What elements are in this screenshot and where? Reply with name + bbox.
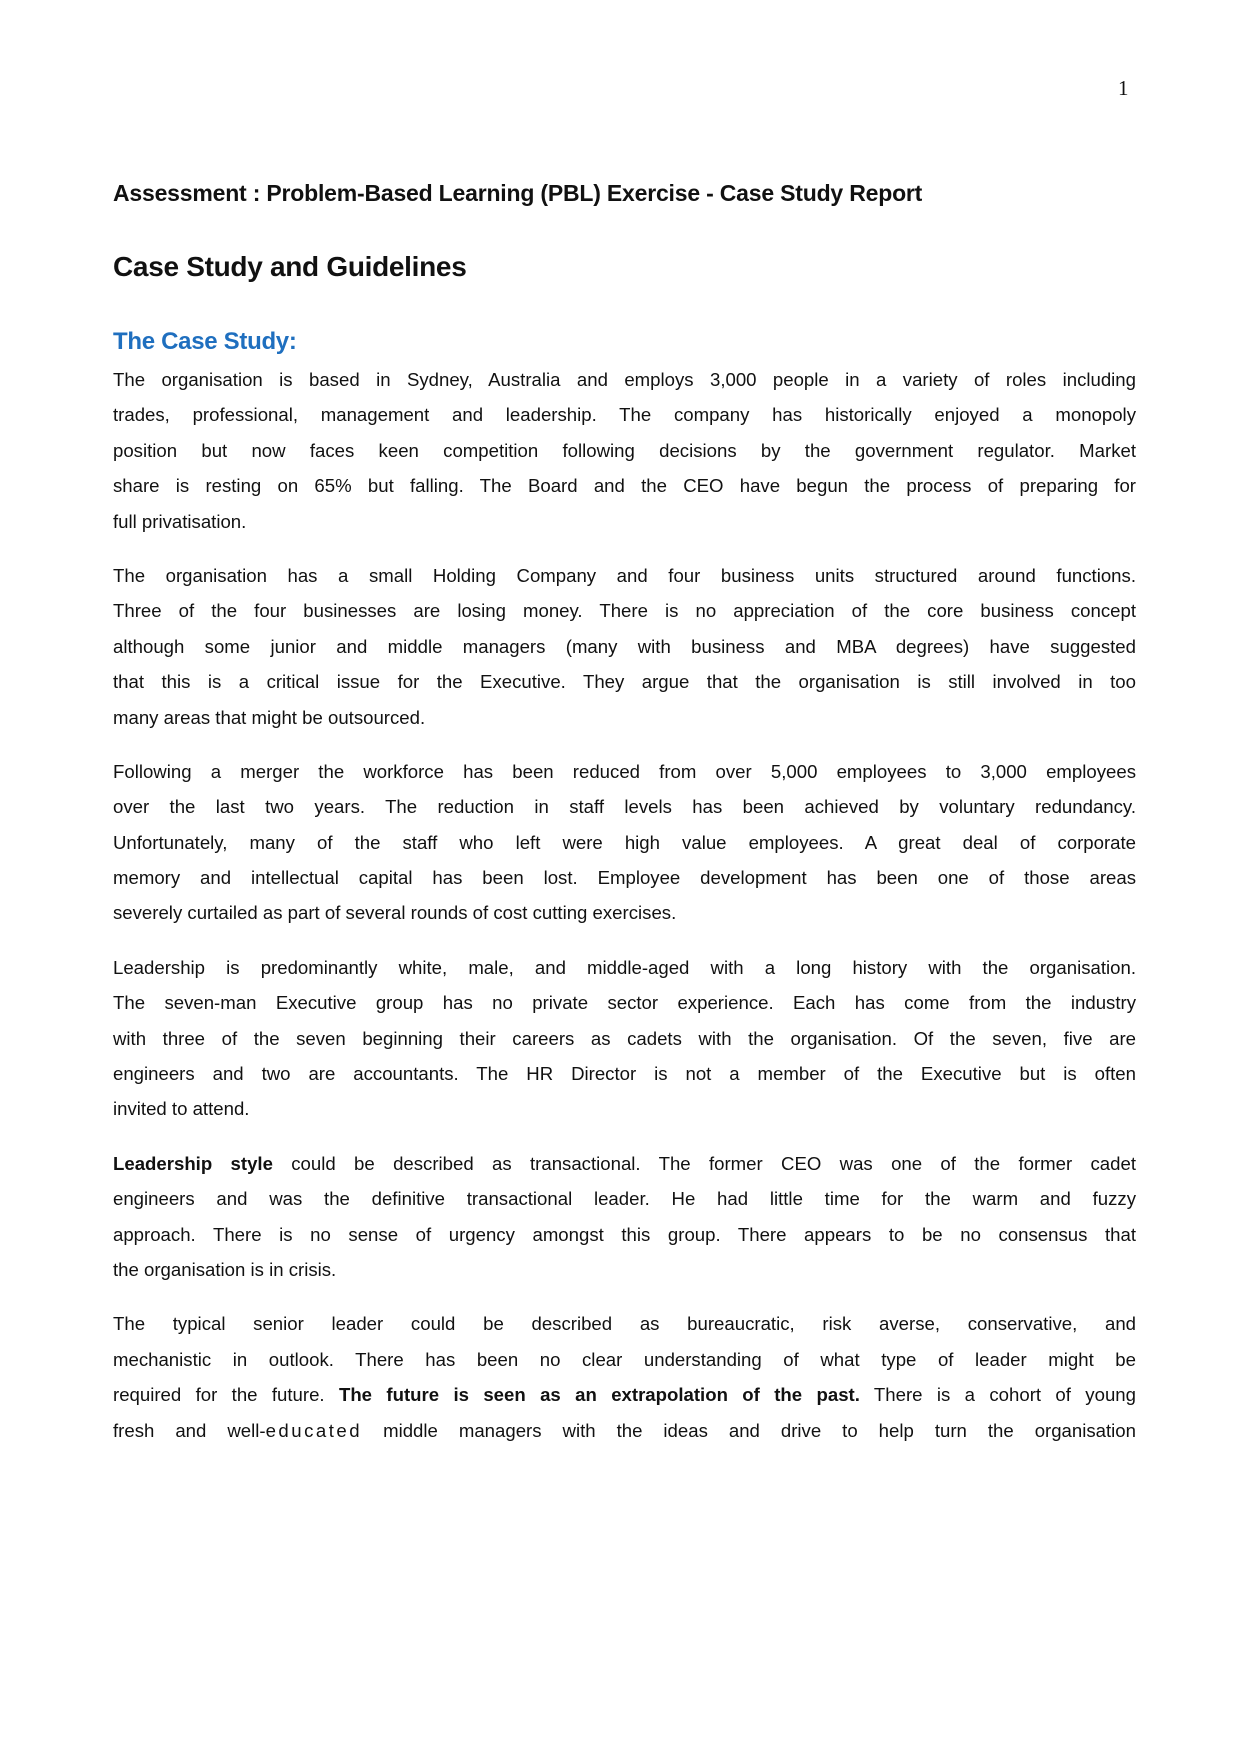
paragraph: [113, 754, 1136, 931]
text-line: [113, 1342, 1136, 1377]
text-segment: The seven-man Executive group has no private sector experience. Each has come from the industry: [113, 992, 1136, 1014]
text-segment: full privatisation.: [113, 510, 247, 532]
text-segment: invited to attend.: [113, 1098, 250, 1120]
text-segment: educated: [265, 1419, 363, 1441]
bold-text: Leadership style: [113, 1152, 273, 1174]
paragraph: [113, 950, 1136, 1127]
text-segment: Following a merger the workforce has been reduced from over 5,000 employees to 3,000 employees: [113, 760, 1136, 782]
text-line: [113, 1146, 1136, 1181]
text-segment: many areas that might be outsourced.: [113, 706, 426, 728]
page-number: 1: [1118, 76, 1129, 100]
text-segment: The organisation has a small Holding Company and four business units structured around functions.: [113, 564, 1136, 586]
text-segment: required for the future.: [113, 1384, 339, 1406]
text-segment: over the last two years. The reduction in staff levels has been achieved by voluntary redundancy.: [113, 796, 1136, 818]
text-line: [113, 985, 1136, 1020]
text-line: [113, 789, 1136, 824]
document-title: Assessment : Problem-Based Learning (PBL) Exercise - Case Study Report: [113, 180, 923, 206]
text-segment: position but now faces keen competition following decisions by the government regulator. Market: [113, 439, 1136, 461]
paragraph: [113, 1146, 1136, 1288]
text-line: [113, 397, 1136, 432]
paragraph: [113, 362, 1136, 539]
text-segment: with three of the seven beginning their careers as cadets with the organisation. Of the seven, five are: [113, 1027, 1136, 1049]
paragraph: [113, 1306, 1136, 1448]
text-segment: severely curtailed as part of several rounds of cost cutting exercises.: [113, 902, 677, 924]
text-segment: fresh and well-: [113, 1419, 266, 1441]
text-line: [113, 860, 1136, 895]
text-line: [113, 558, 1136, 593]
text-line: [113, 1181, 1136, 1216]
text-segment: engineers and two are accountants. The HR Director is not a member of the Executive but is often: [113, 1063, 1136, 1085]
text-segment: Three of the four businesses are losing money. There is no appreciation of the core business concept: [113, 600, 1136, 622]
text-segment: approach. There is no sense of urgency amongst this group. There appears to be no consensus that: [113, 1223, 1136, 1245]
text-segment: The organisation is based in Sydney, Australia and employs 3,000 people in a variety of roles including: [113, 369, 1136, 390]
text-line: [113, 629, 1136, 664]
text-segment: engineers and was the definitive transactional leader. He had little time for the warm and fuzzy: [113, 1188, 1136, 1210]
text-segment: the organisation is in crisis.: [113, 1258, 337, 1280]
text-line: [113, 664, 1136, 699]
text-line: [113, 593, 1136, 628]
text-segment: Unfortunately, many of the staff who left were high value employees. A great deal of corporate: [113, 831, 1136, 853]
paragraph: [113, 558, 1136, 735]
text-line: [113, 468, 1136, 503]
text-line: [113, 700, 1136, 735]
text-segment: share is resting on 65% but falling. The Board and the CEO have begun the process of preparing for: [113, 475, 1136, 497]
text-line: [113, 1217, 1136, 1252]
text-segment: There is a cohort of young: [859, 1384, 1136, 1406]
text-line: [113, 1056, 1136, 1091]
text-line: [113, 1252, 1136, 1287]
text-line: [113, 950, 1136, 985]
text-line: [113, 754, 1136, 789]
text-segment: mechanistic in outlook. There has been no clear understanding of what type of leader might be: [113, 1348, 1136, 1370]
case-study-body: [113, 362, 1136, 1467]
bold-text: The future is seen as an extrapolation of the past.: [338, 1384, 860, 1406]
text-line: [113, 362, 1136, 397]
text-line: [113, 825, 1136, 860]
text-line: [113, 895, 1136, 930]
text-line: [113, 1021, 1136, 1056]
section-heading: Case Study and Guidelines: [113, 251, 467, 282]
text-segment: although some junior and middle managers (many with business and MBA degrees) have suggested: [113, 635, 1136, 657]
text-segment: memory and intellectual capital has been lost. Employee development has been one of those areas: [113, 867, 1136, 889]
text-line: [113, 504, 1136, 539]
text-segment: that this is a critical issue for the Executive. They argue that the organisation is still involved in too: [113, 671, 1136, 693]
text-line: [113, 1413, 1136, 1448]
text-segment: middle managers with the ideas and drive to help turn the organisation: [362, 1419, 1136, 1441]
text-line: [113, 1091, 1136, 1126]
text-segment: The typical senior leader could be described as bureaucratic, risk averse, conservative, and: [113, 1313, 1136, 1335]
text-line: [113, 1377, 1136, 1412]
case-study-heading: The Case Study:: [113, 328, 297, 355]
text-segment: could be described as transactional. The former CEO was one of the former cadet: [272, 1152, 1136, 1174]
text-line: [113, 433, 1136, 468]
text-segment: Leadership is predominantly white, male, and middle-aged with a long history with the organisation.: [113, 956, 1136, 978]
text-segment: trades, professional, management and leadership. The company has historically enjoyed a monopoly: [113, 404, 1136, 426]
text-line: [113, 1306, 1136, 1341]
